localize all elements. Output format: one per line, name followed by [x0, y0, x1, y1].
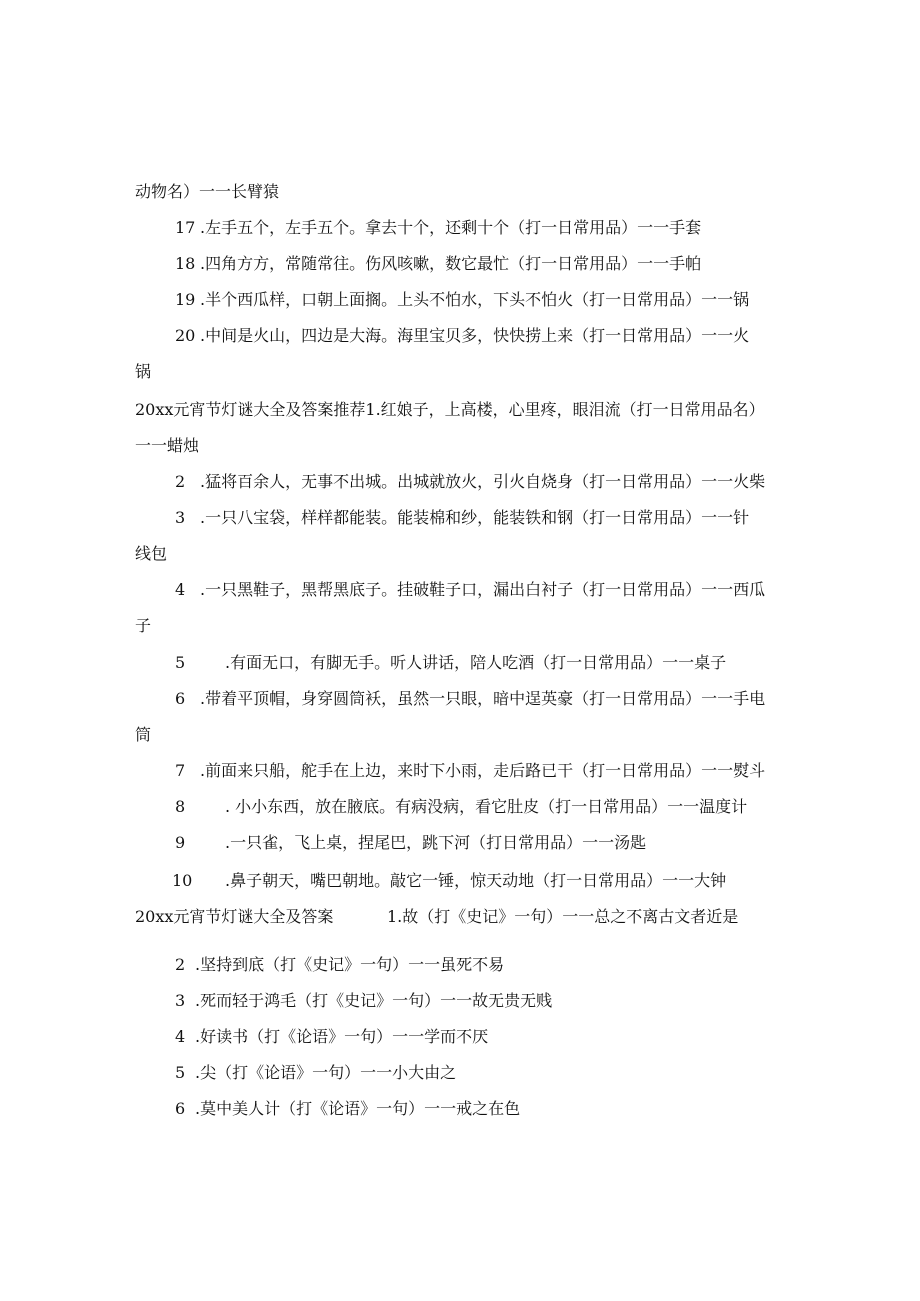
text-line: 锅 — [135, 362, 152, 381]
riddle-text: .坚持到底（打《史记》一句）一一虽死不易 — [195, 955, 505, 974]
riddle-text: .左手五个，左手五个。拿去十个，还剩十个（打一日常用品）一一手套 — [200, 218, 702, 237]
riddle-text: .一只黑鞋子，黑帮黑底子。挂破鞋子口，漏出白衬子（打一日常用品）一一西瓜 — [200, 580, 766, 599]
text-line: 一一蜡烛 — [135, 436, 200, 455]
riddle-text: .一只八宝袋，样样都能装。能装棉和纱，能装铁和钢（打一日常用品）一一针 — [200, 508, 750, 527]
item-number: 3 — [175, 508, 186, 527]
riddle-text: . 小小东西，放在腋底。有病没病，看它肚皮（打一日常用品）一一温度计 — [225, 797, 748, 816]
item-number: 2 — [175, 955, 186, 974]
item-number: 20 — [175, 326, 196, 345]
item-number: 18 — [175, 254, 196, 273]
text-line: 动物名）一一长臂猿 — [135, 182, 280, 201]
item-number: 4 — [175, 1027, 186, 1046]
item-number: 3 — [175, 991, 186, 1010]
item-number: 5 — [175, 653, 186, 672]
riddle-text: .前面来只船，舵手在上边，来时下小雨，走后路已干（打一日常用品）一一熨斗 — [200, 761, 766, 780]
text-line: 筒 — [135, 725, 152, 744]
item-number: 10 — [172, 871, 193, 890]
text-line: 子 — [135, 616, 152, 635]
riddle-text: .四角方方，常随常往。伤风咳嗽，数它最忙（打一日常用品）一一手帕 — [200, 254, 702, 273]
section-heading: 20xx元宵节灯谜大全及答案 — [135, 907, 334, 926]
riddle-text: .半个西瓜样，口朝上面搁。上头不怕水，下头不怕火（打一日常用品）一一锅 — [200, 290, 750, 309]
item-number: 7 — [175, 761, 186, 780]
riddle-text: .莫中美人计（打《论语》一句）一一戒之在色 — [195, 1099, 521, 1118]
item-number: 17 — [175, 218, 196, 237]
riddle-text: .尖（打《论语》一句）一一小大由之 — [195, 1063, 457, 1082]
item-number: 2 — [175, 472, 186, 491]
item-number: 4 — [175, 580, 186, 599]
riddle-text: .好读书（打《论语》一句）一一学而不厌 — [195, 1027, 489, 1046]
item-number: 19 — [175, 290, 196, 309]
riddle-text: .中间是火山，四边是大海。海里宝贝多，快快捞上来（打一日常用品）一一火 — [200, 326, 750, 345]
riddle-text: .一只雀，飞上桌，捏尾巴，跳下河（打日常用品）一一汤匙 — [225, 833, 647, 852]
riddle-text: .死而轻于鸿毛（打《史记》一句）一一故无贵无贱 — [195, 991, 553, 1010]
riddle-text: .鼻子朝天，嘴巴朝地。敲它一锤，惊天动地（打一日常用品）一一大钟 — [225, 871, 727, 890]
item-number: 6 — [175, 689, 186, 708]
text-line: 线包 — [135, 544, 168, 563]
section-heading-line: 20xx元宵节灯谜大全及答案推荐1.红娘子，上高楼，心里疼，眼泪流（打一日常用品名） — [135, 400, 765, 419]
riddle-text: .带着平顶帽，身穿圆筒袄，虽然一只眼，暗中逞英豪（打一日常用品）一一手电 — [200, 689, 766, 708]
riddle-text: .有面无口，有脚无手。听人讲话，陪人吃酒（打一日常用品）一一桌子 — [225, 653, 727, 672]
item-number: 9 — [175, 833, 186, 852]
riddle-text: .猛将百余人，无事不出城。出城就放火，引火自烧身（打一日常用品）一一火柴 — [200, 472, 766, 491]
item-number: 8 — [175, 797, 186, 816]
riddle-text: 1.故（打《史记》一句）一一总之不离古文者近是 — [387, 907, 739, 926]
item-number: 6 — [175, 1099, 186, 1118]
item-number: 5 — [175, 1063, 186, 1082]
